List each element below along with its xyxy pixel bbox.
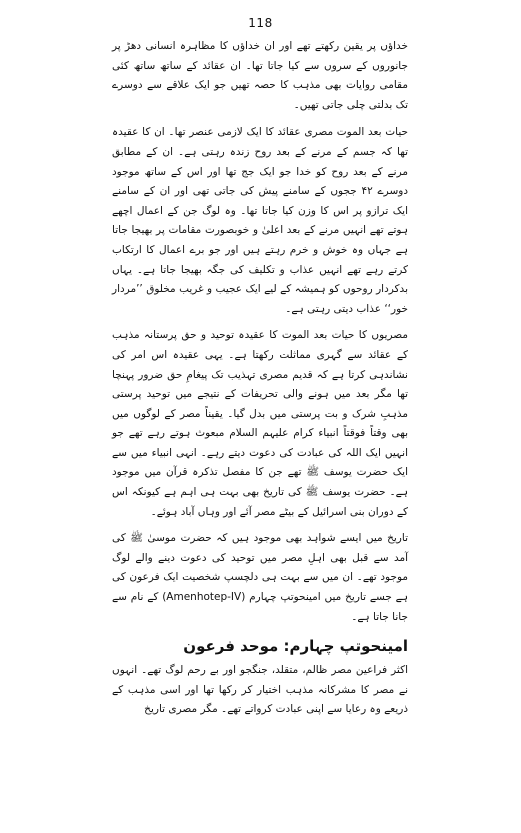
paragraph-amenhotep-intro: تاریخ میں ایسے شواہد بھی موجود ہیں کہ حضرت موسیٰ ﷺ کی آمد سے قبل بھی اہلِ مصر میں توحید کی دعوت دینے والے لوگ موجود تھے۔ ان میں سے بہت ہی دلچسپ شخصیت ایک فرعون کی ہے جسے تاریخ میں امینحوتپ چہارم (Amenhotep-IV) کے نام سے جانا جاتا ہے۔: [112, 532, 408, 623]
page-body: [112, 37, 408, 720]
page-number: 118: [248, 16, 273, 30]
paragraph-afterlife-belief: حیات بعد الموت مصری عقائد کا ایک لازمی عنصر تھا۔ ان کا عقیدہ تھا کہ جسم کے مرنے کے بعد روح زندہ رہتی ہے۔ ان کے مطابق مرنے کے بعد روح کو خدا جو ایک جج تھا اور اس کے ساتھ موجود دوسرے ۴۲ ججوں کے سامنے پیش کی جاتی تھی اور ان کے سامنے ایک ترازو پر اس کا وزن کیا جاتا تھا۔ وہ لوگ جن کے اعمال اچھے ہوتے تھے انہیں مرنے کے بعد اعلیٰ و خوبصورت مقامات پر بھیجا جاتا ہے جہاں وہ خوش و خرم رہتے ہیں اور جو برے اعمال کا ارتکاب کرتے رہے تھے انہیں عذاب و تکلیف کی جگہ بھیجا جاتا ہے۔ یہاں بدکردار روحوں کو ہمیشہ کے لیے ایک عجیب و غریب مخلوق ’’مردار خور‘‘ عذاب دیتی رہتی ہے۔: [112, 126, 408, 315]
paragraph-monotheism-similarity: مصریوں کا حیات بعد الموت کا عقیدہ توحید و حق پرستانہ مذہب کے عقائد سے گہری مماثلت رکھتا ہے۔ یہی عقیدہ اس امر کی نشاندہی کرتا ہے کہ قدیم مصری تہذیب تک پیغامِ حق ضرور پہنچا تھا مگر بعد میں ہونے والی تحریفات کے نتیجے میں توحید پرستی مذہبِ شرک و بت پرستی میں بدل گیا۔ یقیناً مصر کے لوگوں میں بھی وقتاً فوقتاً انبیاء کرام علیہم السلام مبعوث ہوتے رہے تھے جو انہیں ایک اللہ کی عبادت کی دعوت دیتے رہے۔ انہی انبیاء میں سے ایک حضرت یوسف ﷺ تھے جن کا مفصل تذکرہ قرآن میں موجود ہے۔ حضرت یوسف ﷺ کی تاریخ بھی بہت ہی اہم ہے کیونکہ اس کے دوران بنی اسرائیل کے بیٹے مصر آئے اور وہاں آباد ہوئے۔: [112, 329, 408, 518]
paragraph-pharaohs: اکثر فراعین مصر ظالم، متقلد، جنگجو اور بے رحم لوگ تھے۔ انہوں نے مصر کا مشرکانہ مذہب اختیار کر رکھا تھا اور اسی مذہب کے ذریعے وہ رعایا سے اپنی عبادت کرواتے تھے۔ مگر مصری تاریخ: [112, 664, 408, 716]
paragraph-gods-and-local-traditions: خداؤں پر یقین رکھتے تھے اور ان خداؤں کا مظاہرہ انسانی دھڑ پر جانوروں کے سروں سے کیا جاتا تھا۔ ان عقائد کے ساتھ ساتھ کئی مقامی روایات بھی مذہب کا حصہ تھیں جو ایک علاقے سے دوسرے تک بدلتی چلی جاتی تھیں۔: [112, 40, 408, 111]
section-heading: امینحوتپ چہارم: موحد فرعون: [183, 637, 408, 656]
